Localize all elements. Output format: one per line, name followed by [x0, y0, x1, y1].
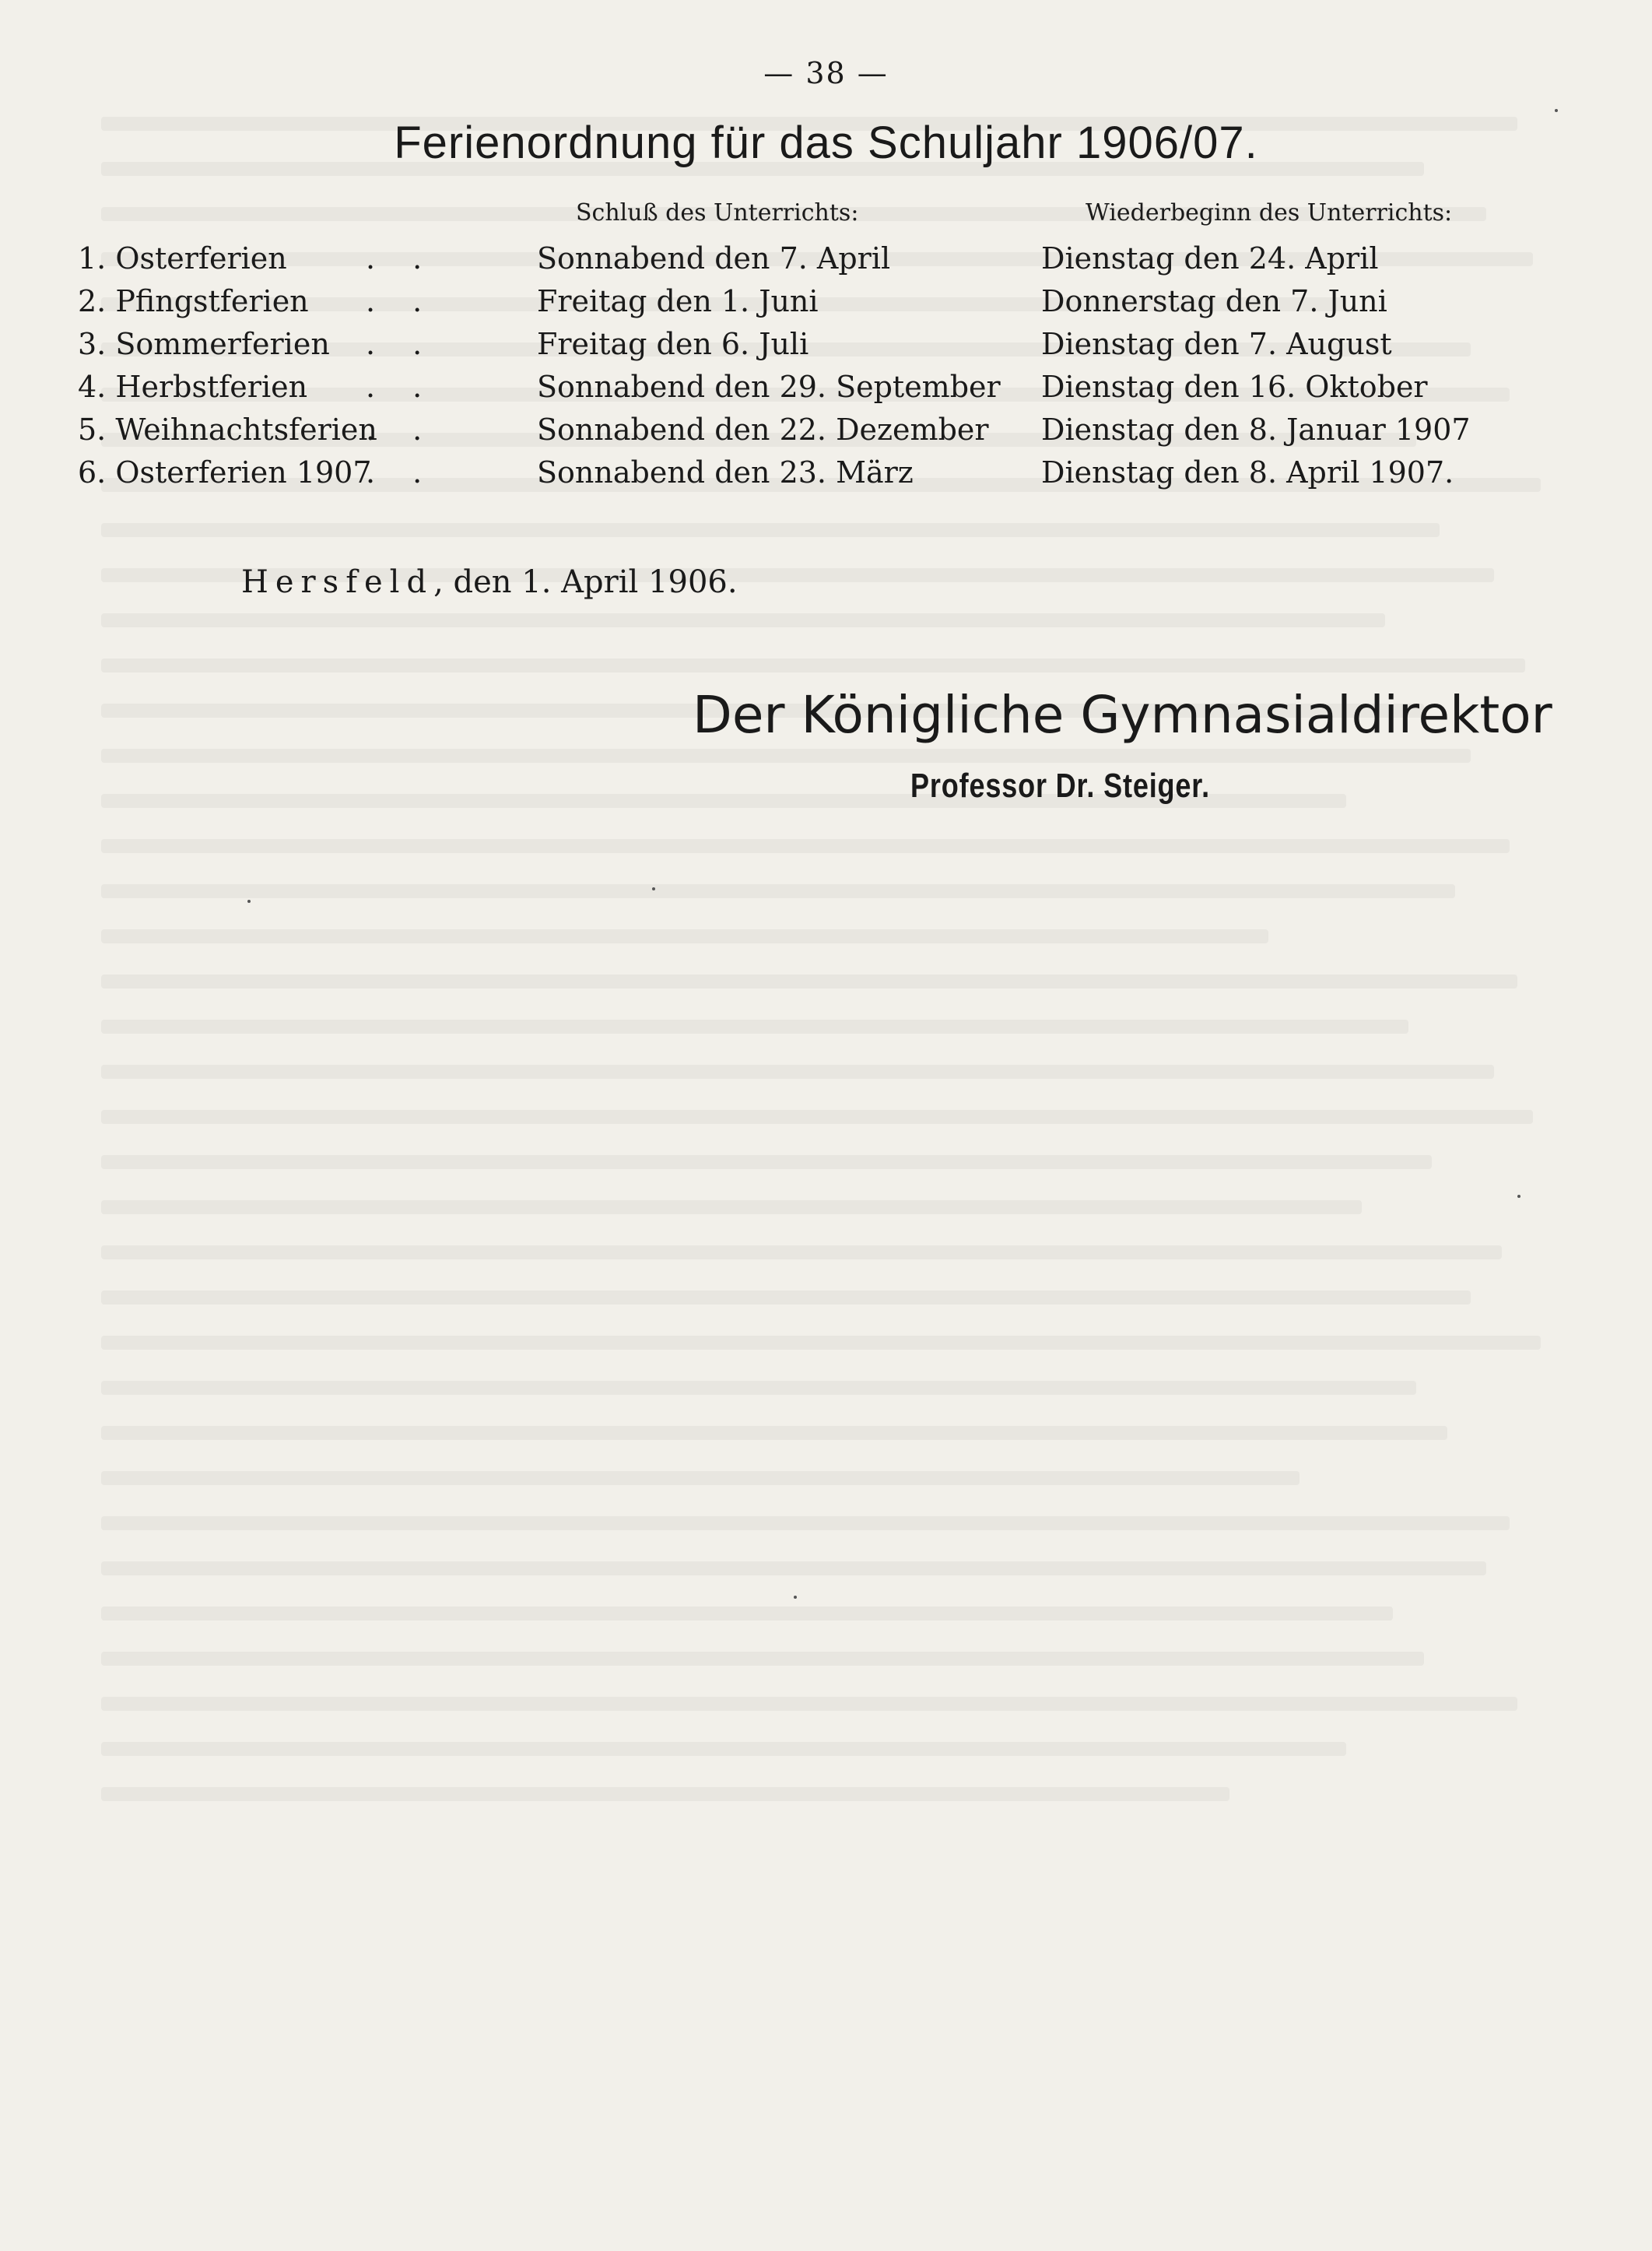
- bleed-line: [101, 1245, 1502, 1259]
- holiday-name: 3. Sommerferien: [78, 327, 330, 361]
- bleed-line: [101, 613, 1385, 627]
- bleed-line: [101, 749, 1471, 763]
- bleed-line: [101, 839, 1510, 853]
- holiday-row: [78, 323, 1556, 366]
- resumption-date: Dienstag den 24. April: [1041, 241, 1379, 276]
- holiday-name: 4. Herbstferien: [78, 370, 308, 404]
- bleed-line: [101, 1065, 1494, 1079]
- bleed-line: [101, 1110, 1533, 1124]
- signature-name: Professor Dr. Steiger.: [910, 767, 1211, 805]
- bleed-line: [101, 1291, 1471, 1305]
- holiday-row: [78, 409, 1556, 451]
- place-and-date: [241, 564, 738, 600]
- resumption-date: Dienstag den 8. April 1907.: [1041, 455, 1454, 490]
- bleed-line: [101, 1471, 1300, 1485]
- bleed-line: [101, 1155, 1432, 1169]
- bleed-line: [101, 1652, 1424, 1666]
- leader-dots: . .: [366, 327, 437, 361]
- resumption-date: Dienstag den 8. Januar 1907: [1041, 413, 1471, 447]
- holiday-name: 6. Osterferien 1907: [78, 455, 372, 490]
- signature-title: Der Königliche Gymnasialdirektor: [693, 685, 1552, 745]
- resumption-date: Dienstag den 16. Oktober: [1041, 370, 1428, 404]
- bleed-line: [101, 884, 1455, 898]
- page-title: Ferienordnung für das Schuljahr 1906/07.: [394, 118, 1258, 168]
- bleed-line: [101, 1336, 1541, 1350]
- end-of-classes-date: Freitag den 1. Juni: [537, 284, 819, 318]
- column-header-end-of-classes: Schluß des Unterrichts:: [576, 199, 859, 227]
- holiday-row: [78, 451, 1556, 494]
- end-of-classes-date: Sonnabend den 22. Dezember: [537, 413, 989, 447]
- resumption-date: Donnerstag den 7. Juni: [1041, 284, 1387, 318]
- place-name: Hersfeld: [241, 564, 434, 600]
- ink-speck: [794, 1596, 797, 1599]
- page-number: — 38 —: [763, 56, 889, 90]
- bleed-line: [101, 1020, 1408, 1034]
- holiday-row: [78, 280, 1556, 323]
- holiday-row: [78, 237, 1556, 280]
- ink-speck: [247, 900, 251, 903]
- holiday-name: 2. Pfingstferien: [78, 284, 309, 318]
- holiday-name: 1. Osterferien: [78, 241, 287, 276]
- leader-dots: . .: [366, 241, 437, 276]
- bleed-line: [101, 1381, 1416, 1395]
- bleed-line: [101, 1697, 1517, 1711]
- issue-date: , den 1. April 1906.: [433, 564, 738, 600]
- leader-dots: . .: [366, 284, 437, 318]
- bleed-line: [101, 1561, 1486, 1575]
- holiday-row: [78, 366, 1556, 409]
- resumption-date: Dienstag den 7. August: [1041, 327, 1392, 361]
- bleed-line: [101, 929, 1268, 943]
- bleed-line: [101, 1742, 1346, 1756]
- leader-dots: . .: [366, 455, 437, 490]
- ink-speck: [1555, 109, 1558, 112]
- bleed-line: [101, 974, 1517, 989]
- ink-speck: [1517, 1195, 1520, 1198]
- column-header-resumption: Wiederbeginn des Unterrichts:: [1086, 199, 1453, 227]
- bleed-line: [101, 1426, 1447, 1440]
- end-of-classes-date: Freitag den 6. Juli: [537, 327, 809, 361]
- bleed-line: [101, 1200, 1362, 1214]
- leader-dots: . .: [366, 413, 437, 447]
- holiday-name: 5. Weihnachtsferien: [78, 413, 377, 447]
- bleed-line: [101, 1516, 1510, 1530]
- holiday-schedule: [78, 237, 1556, 494]
- bleed-line: [101, 1607, 1393, 1621]
- ink-speck: [652, 887, 655, 890]
- bleed-line: [101, 523, 1440, 537]
- end-of-classes-date: Sonnabend den 23. März: [537, 455, 914, 490]
- end-of-classes-date: Sonnabend den 7. April: [537, 241, 891, 276]
- leader-dots: . .: [366, 370, 437, 404]
- bleed-line: [101, 658, 1525, 672]
- bleed-line: [101, 1787, 1229, 1801]
- end-of-classes-date: Sonnabend den 29. September: [537, 370, 1001, 404]
